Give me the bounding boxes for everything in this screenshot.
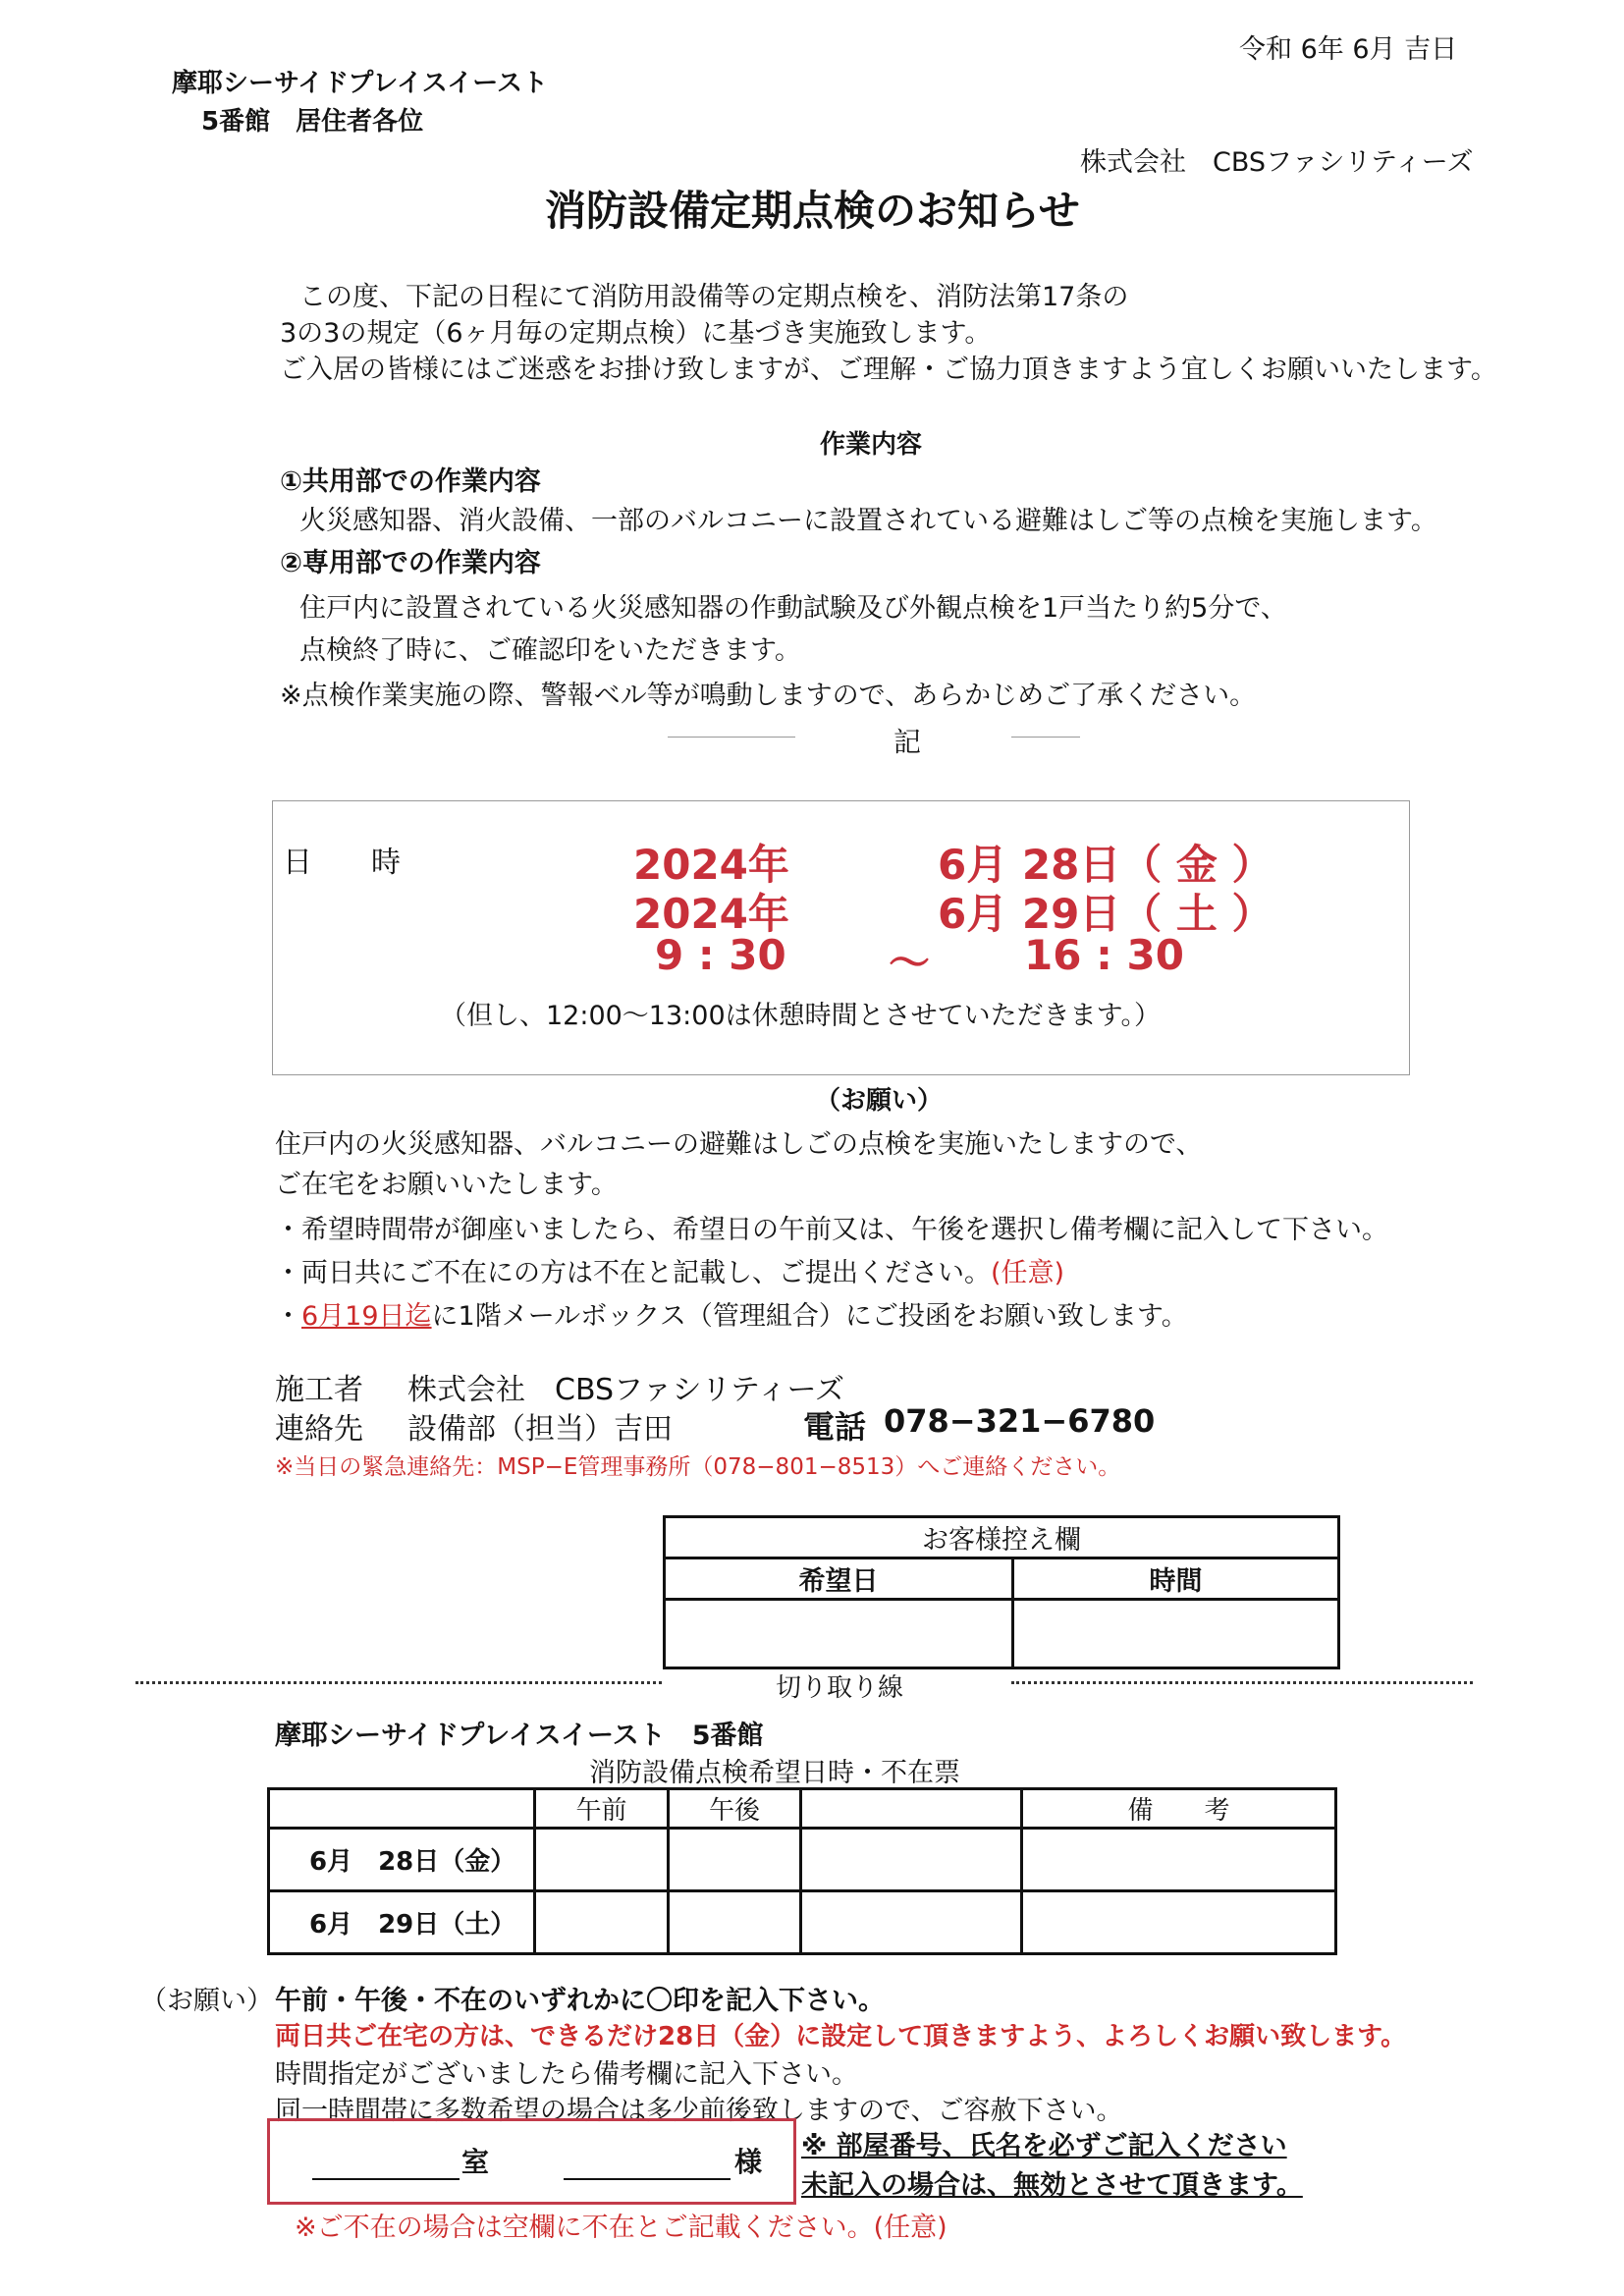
cell-29-remarks[interactable]: [1022, 1891, 1336, 1954]
intro-line-3: ご入居の皆様にはご迷惑をお掛け致しますが、ご理解・ご協力頂きますよう宜しくお願いいたします。: [280, 355, 1497, 385]
cell-28-remarks[interactable]: [1022, 1829, 1336, 1891]
required-note-1: ※ 部屋番号、氏名を必ずご記入ください: [801, 2131, 1287, 2161]
break-time-note: （但し、12:00〜13:00は休憩時間とさせていただきます。）: [440, 1001, 1161, 1031]
cell-28-am[interactable]: [535, 1829, 669, 1891]
common-area-heading: ①共用部での作業内容: [280, 466, 541, 497]
issuer-company: 株式会社 CBSファシリティーズ: [1080, 147, 1474, 178]
col-hope-date: 希望日: [665, 1558, 1013, 1600]
row-label-28: 6月 28日（金）: [269, 1829, 535, 1891]
schedule-date-1: 6月 28日（ 金 ）: [938, 841, 1273, 889]
required-note-2: 未記入の場合は、無効とさせて頂きます。: [801, 2170, 1303, 2201]
phone-label: 電話: [803, 1408, 867, 1446]
work-heading: 作業内容: [820, 430, 923, 460]
col-am: 午前: [535, 1789, 669, 1829]
request-line-5-text: に1階メールボックス（管理組合）にご投函をお願い致します。: [431, 1301, 1188, 1332]
cell-29-am[interactable]: [535, 1891, 669, 1954]
absent-note: ※ご不在の場合は空欄に不在とご記載ください。(任意): [295, 2213, 947, 2243]
room-number-underline: [312, 2178, 460, 2180]
contact-value: 設備部（担当）吉田: [407, 1412, 673, 1447]
schedule-tilde: 〜: [889, 939, 931, 987]
form-subtitle: 消防設備点検希望日時・不在票: [589, 1758, 960, 1788]
customer-copy-title: お客様控え欄: [665, 1517, 1339, 1558]
recipient-residents: 5番館 居住者各位: [201, 107, 424, 137]
deadline: 6月19日迄: [301, 1301, 432, 1332]
contractor-value: 株式会社 CBSファシリティーズ: [407, 1373, 844, 1407]
cell-29-absent[interactable]: [801, 1891, 1022, 1954]
form-note-4: 同一時間帯に多数希望の場合は多少前後致しますので、ご容赦下さい。: [275, 2096, 1123, 2126]
issue-date: 令和 6年 6月 吉日: [1239, 34, 1458, 65]
schedule-start-time: 9 : 30: [655, 931, 786, 979]
request-line-3: ・希望時間帯が御座いましたら、希望日の午前又は、午後を選択し備考欄に記入して下さい。: [275, 1215, 1388, 1245]
room-name-box[interactable]: [267, 2118, 796, 2205]
optional-mark: (任意): [991, 1258, 1065, 1288]
schedule-label: 日 時: [283, 846, 401, 880]
request-line-4-text: ・両日共にご不在にの方は不在と記載し、ご提出ください。: [275, 1258, 991, 1288]
form-note-3: 時間指定がございましたら備考欄に記入下さい。: [275, 2059, 858, 2090]
header-empty-cell: [269, 1789, 535, 1829]
absence-form-table: [267, 1787, 1337, 1955]
schedule-year-2: 2024年: [633, 890, 789, 938]
request-heading: （お願い）: [815, 1086, 944, 1116]
recipient-building: 摩耶シーサイドプレイスイースト: [172, 69, 548, 98]
name-suffix: 様: [734, 2146, 763, 2178]
customer-copy-table: [663, 1515, 1340, 1669]
request-line-4: [275, 1251, 1064, 1289]
col-remarks: 備 考: [1022, 1789, 1336, 1829]
col-time: 時間: [1013, 1558, 1339, 1600]
ki-marker: 記: [893, 726, 922, 758]
ki-divider-right: [1011, 737, 1080, 738]
cell-29-pm[interactable]: [669, 1891, 801, 1954]
phone-value: 078−321−6780: [884, 1402, 1156, 1440]
contact-label: 連絡先: [275, 1412, 363, 1447]
form-building: 摩耶シーサイドプレイスイースト 5番館: [275, 1721, 764, 1751]
form-note-1: 午前・午後・不在のいずれかに〇印を記入下さい。: [275, 1986, 885, 2016]
row-label-29: 6月 29日（土）: [269, 1891, 535, 1954]
common-area-text: 火災感知器、消火設備、一部のバルコニーに設置されている避難はしご等の点検を実施します。: [299, 506, 1437, 536]
private-area-text-1: 住戸内に設置されている火災感知器の作動試験及び外観点検を1戸当たり約5分で、: [299, 593, 1287, 624]
intro-line-2: 3の3の規定（6ヶ月毎の定期点検）に基づき実施致します。: [280, 318, 992, 349]
schedule-date-2: 6月 29日（ 土 ）: [938, 890, 1273, 938]
private-area-text-2: 点検終了時に、ご確認印をいただきます。: [299, 635, 801, 666]
request-line-2: ご在宅をお願いいたします。: [275, 1170, 618, 1200]
emergency-contact: ※当日の緊急連絡先：MSP−E管理事務所（078−801−8513）へご連絡ください。: [275, 1454, 1121, 1480]
room-suffix: 室: [461, 2146, 490, 2178]
request-line-5: [275, 1294, 1188, 1333]
cell-28-pm[interactable]: [669, 1829, 801, 1891]
request-line-1: 住戸内の火災感知器、バルコニーの避難はしごの点検を実施いたしますので、: [275, 1129, 1203, 1160]
cell-28-absent[interactable]: [801, 1829, 1022, 1891]
form-notes-label: （お願い）: [140, 1986, 273, 2016]
hope-date-cell[interactable]: [665, 1600, 1013, 1668]
ki-divider-left: [668, 737, 795, 738]
resident-name-underline: [564, 2178, 731, 2180]
tear-line-right: [1011, 1681, 1473, 1684]
alarm-note: ※点検作業実施の際、警報ベル等が鳴動しますので、あらかじめご了承ください。: [280, 681, 1257, 711]
private-area-heading: ②専用部での作業内容: [280, 548, 541, 578]
form-note-2: 両日共ご在宅の方は、できるだけ28日（金）に設定して頂きますよう、よろしくお願い致します。: [275, 2022, 1407, 2051]
schedule-year-1: 2024年: [633, 841, 789, 889]
request-line-5-bullet: ・: [275, 1301, 301, 1332]
col-pm: 午後: [669, 1789, 801, 1829]
col-absent: [801, 1789, 1022, 1829]
schedule-end-time: 16 : 30: [1024, 931, 1184, 979]
time-cell[interactable]: [1013, 1600, 1339, 1668]
intro-line-1: この度、下記の日程にて消防用設備等の定期点検を、消防法第17条の: [299, 282, 1129, 312]
page-title: 消防設備定期点検のお知らせ: [545, 187, 1080, 235]
tear-line-label: 切り取り線: [776, 1673, 904, 1703]
tear-line-left: [135, 1681, 662, 1684]
contractor-label: 施工者: [275, 1373, 363, 1407]
